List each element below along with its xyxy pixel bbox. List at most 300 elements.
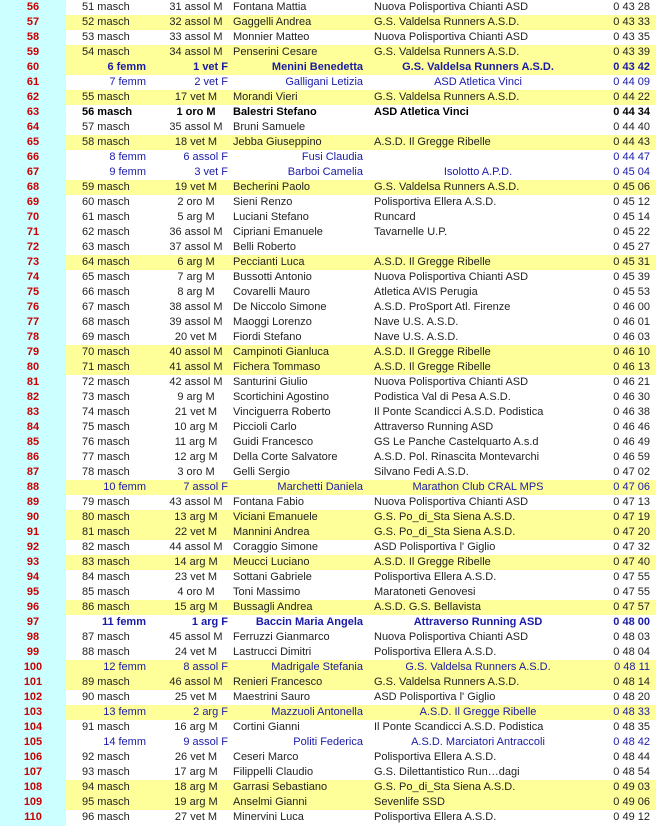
team-name: A.S.D. ProSport Atl. Firenze [374,301,511,313]
table-row [0,45,656,60]
team-name: ASD Atletica Vinci [374,106,469,118]
team-name: G.S. Valdelsa Runners A.S.D. [374,46,520,58]
athlete-name: Maestrini Sauro [233,691,311,703]
gender-position: 94 masch [82,781,130,793]
overall-position: 87 [26,466,40,478]
gender-position: 13 femm [103,706,146,718]
table-row [0,555,656,570]
gender-position: 75 masch [82,421,130,433]
overall-position: 94 [26,571,40,583]
gender-position: 73 masch [82,391,130,403]
athlete-name: De Niccolo Simone [233,301,327,313]
category-position: 26 vet M [174,751,218,763]
athlete-name: Bussotti Antonio [233,271,312,283]
gender-position: 56 masch [82,106,133,118]
category-position: 3 vet F [194,166,228,178]
table-row [0,810,656,825]
athlete-name: Santurini Giulio [233,376,308,388]
table-row [0,660,656,675]
gender-position: 83 masch [82,556,130,568]
athlete-name: Marchetti Daniela [277,481,363,493]
overall-position: 56 [26,1,40,13]
table-row [0,300,656,315]
overall-position: 82 [26,391,40,403]
team-name: Nuova Polisportiva Chianti ASD [374,631,529,643]
category-position: 1 oro M [176,106,216,118]
table-row [0,585,656,600]
table-row [0,75,656,90]
table-row [0,60,656,75]
overall-position: 85 [26,436,40,448]
finish-time: 0 47 55 [613,571,650,583]
athlete-name: Piccioli Carlo [233,421,297,433]
overall-position: 78 [26,331,40,343]
category-position: 27 vet M [174,811,218,823]
category-position: 13 arg M [174,511,218,523]
team-name: ASD Atletica Vinci [434,76,522,88]
overall-position: 109 [23,796,43,808]
gender-position: 81 masch [82,526,130,538]
gender-position: 88 masch [82,646,130,658]
overall-position: 80 [26,361,40,373]
athlete-name: Guidi Francesco [233,436,314,448]
finish-time: 0 46 46 [613,421,650,433]
table-row [0,405,656,420]
finish-time: 0 47 06 [613,481,650,493]
overall-position: 61 [26,76,40,88]
athlete-name: Balestri Stefano [233,106,317,118]
athlete-name: Ceseri Marco [233,751,299,763]
table-row [0,720,656,735]
athlete-name: Fontana Mattia [233,1,307,13]
athlete-name: Becherini Paolo [233,181,311,193]
table-row [0,690,656,705]
table-row [0,705,656,720]
table-row [0,750,656,765]
overall-position: 95 [26,586,40,598]
category-position: 17 arg M [174,766,218,778]
table-row [0,150,656,165]
athlete-name: Sottani Gabriele [233,571,312,583]
athlete-name: Bruni Samuele [233,121,306,133]
category-position: 2 vet F [194,76,228,88]
finish-time: 0 46 38 [613,406,650,418]
gender-position: 71 masch [82,361,130,373]
gender-position: 72 masch [82,376,130,388]
finish-time: 0 48 11 [614,661,650,673]
team-name: A.S.D. Il Gregge Ribelle [374,556,491,568]
table-row [0,165,656,180]
team-name: A.S.D. Il Gregge Ribelle [374,361,491,373]
finish-time: 0 46 00 [613,301,650,313]
finish-time: 0 45 14 [613,211,650,223]
finish-time: 0 47 40 [613,556,650,568]
table-row [0,420,656,435]
gender-position: 52 masch [82,16,130,28]
athlete-name: Jebba Giuseppino [233,136,322,148]
athlete-name: Gelli Sergio [233,466,290,478]
category-position: 33 assol M [169,31,223,43]
table-row [0,30,656,45]
gender-position: 10 femm [103,481,146,493]
table-row [0,450,656,465]
athlete-name: Fusi Claudia [301,151,363,163]
table-row [0,540,656,555]
table-row [0,570,656,585]
finish-time: 0 47 55 [613,586,650,598]
table-row [0,105,656,120]
category-position: 3 oro M [177,466,215,478]
gender-position: 65 masch [82,271,130,283]
gender-position: 86 masch [82,601,130,613]
finish-time: 0 48 04 [613,646,650,658]
team-name: G.S. Valdelsa Runners A.S.D. [374,676,520,688]
category-position: 38 assol M [169,301,223,313]
team-name: Sevenlife SSD [374,796,445,808]
gender-position: 95 masch [82,796,130,808]
gender-position: 62 masch [82,226,130,238]
category-position: 9 arg M [177,391,215,403]
team-name: A.S.D. Il Gregge Ribelle [374,256,491,268]
team-name: Isolotto A.P.D. [443,166,513,178]
category-position: 12 arg M [174,451,218,463]
team-name: Nuova Polisportiva Chianti ASD [374,376,529,388]
table-row [0,120,656,135]
overall-position: 103 [23,706,43,718]
athlete-name: Belli Roberto [233,241,296,253]
finish-time: 0 48 54 [613,766,650,778]
table-row [0,465,656,480]
team-name: A.S.D. G.S. Bellavista [374,601,481,613]
category-position: 6 arg M [177,256,215,268]
team-name: ASD Polisportiva l' Giglio [374,541,496,553]
table-row [0,525,656,540]
gender-position: 6 femm [107,61,146,73]
table-row [0,15,656,30]
athlete-name: Renieri Francesco [233,676,323,688]
athlete-name: Viciani Emanuele [233,511,318,523]
team-name: Il Ponte Scandicci A.S.D. Podistica [374,406,544,418]
table-row [0,480,656,495]
table-row [0,180,656,195]
overall-position: 102 [23,691,43,703]
table-row [0,780,656,795]
gender-position: 79 masch [82,496,130,508]
overall-position: 91 [26,526,40,538]
athlete-name: Baccin Maria Angela [255,616,363,628]
finish-time: 0 46 03 [613,331,650,343]
athlete-name: Coraggio Simone [233,541,318,553]
table-row [0,0,656,15]
category-position: 15 arg M [174,601,218,613]
table-row [0,765,656,780]
athlete-name: Covarelli Mauro [233,286,311,298]
table-row [0,615,656,630]
overall-position: 106 [23,751,43,763]
team-name: Polisportiva Ellera A.S.D. [374,571,497,583]
team-name: G.S. Po_di_Sta Siena A.S.D. [374,511,516,523]
category-position: 19 arg M [174,796,218,808]
finish-time: 0 48 33 [613,706,650,718]
gender-position: 74 masch [82,406,130,418]
gender-position: 14 femm [103,736,146,748]
category-position: 16 arg M [174,721,218,733]
athlete-name: Bussagli Andrea [233,601,313,613]
team-name: Nave U.S. A.S.D. [374,331,459,343]
category-position: 21 vet M [174,406,218,418]
gender-position: 91 masch [82,721,130,733]
athlete-name: Peccianti Luca [233,256,305,268]
gender-position: 59 masch [82,181,130,193]
team-name: G.S. Po_di_Sta Siena A.S.D. [374,781,516,793]
category-position: 24 vet M [174,646,218,658]
category-position: 7 assol F [183,481,228,493]
overall-position: 73 [26,256,40,268]
gender-position: 76 masch [82,436,130,448]
table-row [0,390,656,405]
gender-position: 58 masch [82,136,130,148]
gender-position: 64 masch [82,256,130,268]
category-position: 45 assol M [169,631,223,643]
finish-time: 0 49 06 [613,796,650,808]
athlete-name: Menini Benedetta [271,61,363,73]
athlete-name: Sieni Renzo [233,196,293,208]
gender-position: 92 masch [82,751,130,763]
finish-time: 0 45 27 [613,241,650,253]
gender-position: 68 masch [82,316,130,328]
gender-position: 7 femm [109,76,146,88]
gender-position: 70 masch [82,346,130,358]
table-row [0,435,656,450]
overall-position: 105 [23,736,43,748]
finish-time: 0 48 44 [613,751,650,763]
athlete-name: Ferruzzi Gianmarco [233,631,330,643]
gender-position: 63 masch [82,241,130,253]
athlete-name: Politi Federica [293,736,363,748]
table-row [0,495,656,510]
gender-position: 93 masch [82,766,130,778]
overall-position: 88 [26,481,40,493]
gender-position: 11 femm [101,616,146,628]
finish-time: 0 46 30 [613,391,650,403]
athlete-name: Gaggelli Andrea [233,16,312,28]
category-position: 14 arg M [174,556,218,568]
team-name: Attraverso Running ASD [374,421,494,433]
category-position: 2 arg F [193,706,228,718]
gender-position: 66 masch [82,286,130,298]
table-row [0,600,656,615]
overall-position: 93 [26,556,40,568]
category-position: 8 arg M [177,286,215,298]
table-row [0,225,656,240]
finish-time: 0 45 06 [613,181,650,193]
overall-position: 81 [26,376,40,388]
table-row [0,630,656,645]
finish-time: 0 43 39 [613,46,650,58]
gender-position: 89 masch [82,676,130,688]
overall-position: 67 [26,166,40,178]
overall-position: 107 [23,766,43,778]
finish-time: 0 48 35 [613,721,650,733]
category-position: 42 assol M [169,376,223,388]
finish-time: 0 46 10 [613,346,650,358]
category-position: 35 assol M [169,121,223,133]
team-name: Nuova Polisportiva Chianti ASD [374,1,529,13]
finish-time: 0 47 32 [613,541,650,553]
gender-position: 90 masch [82,691,130,703]
category-position: 18 vet M [174,136,218,148]
athlete-name: Mazzuoli Antonella [271,706,363,718]
category-position: 11 arg M [174,436,218,448]
overall-position: 79 [26,346,40,358]
finish-time: 0 47 20 [613,526,650,538]
overall-position: 76 [26,301,40,313]
team-name: Polisportiva Ellera A.S.D. [374,811,497,823]
category-position: 6 assol F [183,151,228,163]
category-position: 8 assol F [183,661,228,673]
athlete-name: Fiordi Stefano [233,331,302,343]
gender-position: 53 masch [82,31,130,43]
overall-position: 59 [26,46,40,58]
athlete-name: Fontana Fabio [233,496,304,508]
gender-position: 69 masch [82,331,130,343]
category-position: 1 vet F [193,61,228,73]
overall-position: 99 [26,646,40,658]
athlete-name: Lastrucci Dimitri [233,646,312,658]
team-name: Nave U.S. A.S.D. [374,316,459,328]
athlete-name: Anselmi Gianni [233,796,307,808]
team-name: A.S.D. Il Gregge Ribelle [374,136,491,148]
team-name: Nuova Polisportiva Chianti ASD [374,271,529,283]
team-name: Maratoneti Genovesi [374,586,476,598]
gender-position: 61 masch [82,211,130,223]
category-position: 19 vet M [174,181,218,193]
gender-position: 60 masch [82,196,130,208]
category-position: 1 arg F [191,616,228,628]
finish-time: 0 48 00 [613,616,650,628]
finish-time: 0 45 22 [613,226,650,238]
team-name: A.S.D. Pol. Rinascita Montevarchi [374,451,540,463]
table-row [0,210,656,225]
athlete-name: Campinoti Gianluca [233,346,329,358]
category-position: 23 vet M [174,571,218,583]
finish-time: 0 43 35 [613,31,650,43]
table-row [0,645,656,660]
athlete-name: Luciani Stefano [233,211,309,223]
gender-position: 57 masch [82,121,130,133]
overall-position: 60 [26,61,40,73]
table-row [0,360,656,375]
athlete-name: Mannini Andrea [233,526,310,538]
team-name: Il Ponte Scandicci A.S.D. Podistica [374,721,544,733]
category-position: 34 assol M [169,46,223,58]
athlete-name: Barboi Camelia [287,166,363,178]
overall-position: 97 [26,616,40,628]
table-row [0,795,656,810]
finish-time: 0 48 03 [613,631,650,643]
team-name: G.S. Dilettantistico Run…dagi [374,766,520,778]
gender-position: 55 masch [82,91,130,103]
finish-time: 0 44 40 [613,121,650,133]
finish-time: 0 44 34 [613,106,650,118]
athlete-name: Galligani Letizia [285,76,363,88]
finish-time: 0 47 19 [613,511,650,523]
table-row [0,510,656,525]
finish-time: 0 44 47 [613,151,650,163]
team-name: A.S.D. Il Gregge Ribelle [419,706,537,718]
finish-time: 0 48 14 [613,676,650,688]
team-name: Atletica AVIS Perugia [374,286,478,298]
table-row [0,285,656,300]
overall-position: 65 [26,136,40,148]
athlete-name: Filippelli Claudio [233,766,314,778]
finish-time: 0 45 39 [613,271,650,283]
overall-position: 75 [26,286,40,298]
table-row [0,255,656,270]
overall-position: 64 [26,121,40,133]
team-name: Nuova Polisportiva Chianti ASD [374,31,529,43]
finish-time: 0 44 09 [613,76,650,88]
overall-position: 90 [26,511,40,523]
team-name: G.S. Valdelsa Runners A.S.D. [374,16,520,28]
finish-time: 0 46 59 [613,451,650,463]
category-position: 31 assol M [169,1,223,13]
table-row [0,345,656,360]
table-row [0,675,656,690]
finish-time: 0 48 20 [613,691,650,703]
category-position: 25 vet M [174,691,218,703]
category-position: 40 assol M [169,346,223,358]
team-name: G.S. Valdelsa Runners A.S.D. [374,91,520,103]
table-row [0,270,656,285]
team-name: A.S.D. Il Gregge Ribelle [374,346,491,358]
gender-position: 67 masch [82,301,130,313]
finish-time: 0 45 04 [613,166,650,178]
gender-position: 9 femm [109,166,146,178]
category-position: 17 vet M [174,91,218,103]
overall-position: 100 [23,661,43,673]
team-name: Runcard [374,211,416,223]
athlete-name: Minervini Luca [233,811,304,823]
finish-time: 0 46 13 [613,361,650,373]
overall-position: 77 [26,316,40,328]
finish-time: 0 45 53 [613,286,650,298]
athlete-name: Della Corte Salvatore [233,451,338,463]
finish-time: 0 45 31 [613,256,650,268]
overall-position: 110 [24,811,42,823]
overall-position: 68 [26,181,40,193]
overall-position: 57 [26,16,40,28]
team-name: Polisportiva Ellera A.S.D. [374,196,497,208]
finish-time: 0 43 33 [613,16,650,28]
athlete-name: Garrasi Sebastiano [233,781,328,793]
team-name: ASD Polisportiva l' Giglio [374,691,496,703]
overall-position: 86 [26,451,40,463]
gender-position: 84 masch [82,571,130,583]
table-row [0,240,656,255]
overall-position: 96 [26,601,40,613]
category-position: 43 assol M [169,496,223,508]
finish-time: 0 47 13 [613,496,650,508]
category-position: 5 arg M [177,211,215,223]
overall-position: 74 [26,271,40,283]
overall-position: 71 [26,226,40,238]
team-name: G.S. Po_di_Sta Siena A.S.D. [374,526,516,538]
gender-position: 87 masch [82,631,130,643]
finish-time: 0 48 42 [613,736,650,748]
gender-position: 82 masch [82,541,130,553]
category-position: 2 oro M [177,196,215,208]
